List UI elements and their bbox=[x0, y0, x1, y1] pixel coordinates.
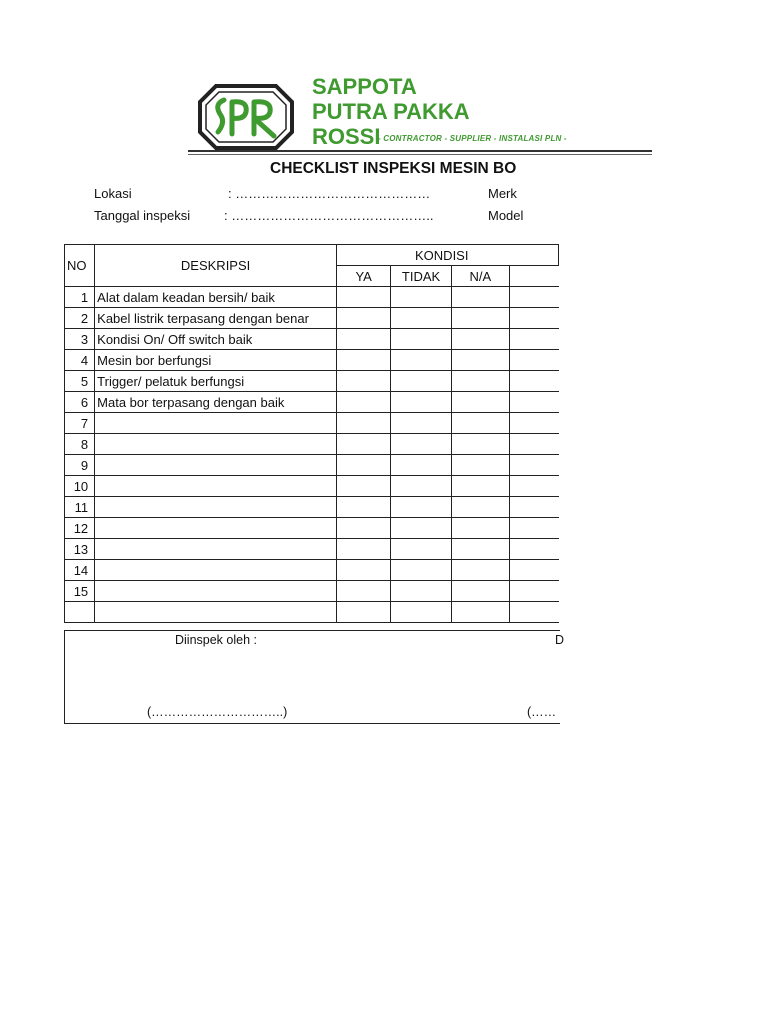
table-row bbox=[65, 434, 559, 455]
row-number: 7 bbox=[65, 413, 95, 434]
na-cell[interactable] bbox=[451, 308, 509, 329]
extra-cell[interactable] bbox=[509, 287, 558, 308]
row-description: Mesin bor berfungsi bbox=[95, 350, 337, 371]
merk-label: Merk bbox=[488, 186, 517, 201]
na-cell[interactable] bbox=[451, 434, 509, 455]
extra-cell[interactable] bbox=[509, 455, 558, 476]
company-name-line-1: SAPPOTA bbox=[312, 74, 417, 99]
ya-cell[interactable] bbox=[337, 602, 391, 623]
row-description bbox=[95, 602, 337, 623]
na-cell[interactable] bbox=[451, 602, 509, 623]
row-number: 12 bbox=[65, 518, 95, 539]
company-name-line-2: PUTRA PAKKA bbox=[312, 99, 470, 124]
row-description: Trigger/ pelatuk berfungsi bbox=[95, 371, 337, 392]
extra-cell[interactable] bbox=[509, 371, 558, 392]
ya-cell[interactable] bbox=[337, 287, 391, 308]
na-cell[interactable] bbox=[451, 476, 509, 497]
extra-cell[interactable] bbox=[509, 392, 558, 413]
na-cell[interactable] bbox=[451, 455, 509, 476]
row-number: 14 bbox=[65, 560, 95, 581]
na-cell[interactable] bbox=[451, 350, 509, 371]
row-description bbox=[95, 476, 337, 497]
header-kondisi: KONDISI bbox=[337, 245, 559, 266]
company-logo bbox=[196, 82, 296, 152]
na-cell[interactable] bbox=[451, 329, 509, 350]
tidak-cell[interactable] bbox=[391, 371, 452, 392]
row-description: Kabel listrik terpasang dengan benar bbox=[95, 308, 337, 329]
company-tagline: - CONTRACTOR - SUPPLIER - INSTALASI PLN - bbox=[378, 134, 567, 143]
model-label: Model bbox=[488, 208, 524, 223]
na-cell[interactable] bbox=[451, 539, 509, 560]
ya-cell[interactable] bbox=[337, 518, 391, 539]
row-number: 8 bbox=[65, 434, 95, 455]
ya-cell[interactable] bbox=[337, 455, 391, 476]
extra-cell[interactable] bbox=[509, 476, 558, 497]
row-description bbox=[95, 581, 337, 602]
na-cell[interactable] bbox=[451, 518, 509, 539]
table-row bbox=[65, 539, 559, 560]
row-number: 4 bbox=[65, 350, 95, 371]
lokasi-value: : ……………………………………… bbox=[228, 186, 431, 201]
row-number: 3 bbox=[65, 329, 95, 350]
ya-cell[interactable] bbox=[337, 434, 391, 455]
extra-cell[interactable] bbox=[509, 518, 558, 539]
na-cell[interactable] bbox=[451, 497, 509, 518]
header-divider bbox=[188, 150, 652, 152]
row-description bbox=[95, 434, 337, 455]
signature-box bbox=[64, 630, 565, 724]
ya-cell[interactable] bbox=[337, 476, 391, 497]
ya-cell[interactable] bbox=[337, 539, 391, 560]
tidak-cell[interactable] bbox=[391, 434, 452, 455]
tidak-cell[interactable] bbox=[391, 581, 452, 602]
na-cell[interactable] bbox=[451, 560, 509, 581]
row-description: Mata bor terpasang dengan baik bbox=[95, 392, 337, 413]
ya-cell[interactable] bbox=[337, 308, 391, 329]
table-row bbox=[65, 581, 559, 602]
ya-cell[interactable] bbox=[337, 497, 391, 518]
tidak-cell[interactable] bbox=[391, 518, 452, 539]
tidak-cell[interactable] bbox=[391, 308, 452, 329]
table-row bbox=[65, 413, 559, 434]
extra-cell[interactable] bbox=[509, 560, 558, 581]
row-number: 6 bbox=[65, 392, 95, 413]
row-description bbox=[95, 539, 337, 560]
ya-cell[interactable] bbox=[337, 413, 391, 434]
table-row bbox=[65, 497, 559, 518]
extra-cell[interactable] bbox=[509, 497, 558, 518]
extra-cell[interactable] bbox=[509, 350, 558, 371]
table-row bbox=[65, 560, 559, 581]
extra-cell[interactable] bbox=[509, 434, 558, 455]
table-row bbox=[65, 476, 559, 497]
table-row bbox=[65, 602, 559, 623]
ya-cell[interactable] bbox=[337, 392, 391, 413]
na-cell[interactable] bbox=[451, 392, 509, 413]
ya-cell[interactable] bbox=[337, 350, 391, 371]
header-deskripsi: DESKRIPSI bbox=[95, 245, 337, 287]
header-na: N/A bbox=[451, 266, 509, 287]
table-row bbox=[65, 392, 559, 413]
row-number: 15 bbox=[65, 581, 95, 602]
na-cell[interactable] bbox=[451, 413, 509, 434]
table-row bbox=[65, 455, 559, 476]
extra-cell[interactable] bbox=[509, 329, 558, 350]
row-number bbox=[65, 602, 95, 623]
table-row bbox=[65, 287, 559, 308]
checklist-table bbox=[64, 244, 559, 623]
ya-cell[interactable] bbox=[337, 581, 391, 602]
header-extra bbox=[509, 266, 558, 287]
row-number: 5 bbox=[65, 371, 95, 392]
row-description bbox=[95, 497, 337, 518]
tidak-cell[interactable] bbox=[391, 350, 452, 371]
tidak-cell[interactable] bbox=[391, 560, 452, 581]
row-description: Kondisi On/ Off switch baik bbox=[95, 329, 337, 350]
extra-cell[interactable] bbox=[509, 413, 558, 434]
tidak-cell[interactable] bbox=[391, 539, 452, 560]
left-signature-placeholder: (…………………………..) bbox=[147, 705, 288, 719]
inspected-by-label: Diinspek oleh : bbox=[175, 633, 257, 647]
tanggal-value: : ……………………………………….. bbox=[224, 208, 434, 223]
row-description bbox=[95, 560, 337, 581]
row-number: 10 bbox=[65, 476, 95, 497]
table-header-row bbox=[65, 245, 559, 266]
right-signature-label: D bbox=[555, 633, 565, 647]
extra-cell[interactable] bbox=[509, 308, 558, 329]
table-row bbox=[65, 329, 559, 350]
header-ya: YA bbox=[337, 266, 391, 287]
checklist-table-wrapper bbox=[64, 244, 559, 623]
table-row bbox=[65, 350, 559, 371]
tidak-cell[interactable] bbox=[391, 329, 452, 350]
header-no: NO bbox=[65, 245, 95, 287]
right-signature-placeholder: (…… bbox=[527, 705, 557, 719]
header-divider-thin bbox=[188, 154, 652, 155]
row-description bbox=[95, 413, 337, 434]
tanggal-label: Tanggal inspeksi bbox=[94, 208, 191, 223]
tidak-cell[interactable] bbox=[391, 602, 452, 623]
na-cell[interactable] bbox=[451, 287, 509, 308]
extra-cell[interactable] bbox=[509, 581, 558, 602]
table-row bbox=[65, 371, 559, 392]
row-description: Alat dalam keadan bersih/ baik bbox=[95, 287, 337, 308]
row-number: 11 bbox=[65, 497, 95, 518]
table-row bbox=[65, 308, 559, 329]
row-number: 2 bbox=[65, 308, 95, 329]
header-tidak: TIDAK bbox=[391, 266, 452, 287]
tidak-cell[interactable] bbox=[391, 413, 452, 434]
tidak-cell[interactable] bbox=[391, 287, 452, 308]
row-number: 1 bbox=[65, 287, 95, 308]
row-description bbox=[95, 518, 337, 539]
extra-cell[interactable] bbox=[509, 602, 558, 623]
lokasi-label: Lokasi bbox=[94, 186, 132, 201]
ya-cell[interactable] bbox=[337, 371, 391, 392]
tidak-cell[interactable] bbox=[391, 476, 452, 497]
tidak-cell[interactable] bbox=[391, 455, 452, 476]
row-number: 13 bbox=[65, 539, 95, 560]
na-cell[interactable] bbox=[451, 371, 509, 392]
ya-cell[interactable] bbox=[337, 329, 391, 350]
row-number: 9 bbox=[65, 455, 95, 476]
company-name-line-3: ROSSI bbox=[312, 124, 381, 149]
ya-cell[interactable] bbox=[337, 560, 391, 581]
row-description bbox=[95, 455, 337, 476]
extra-cell[interactable] bbox=[509, 539, 558, 560]
tidak-cell[interactable] bbox=[391, 392, 452, 413]
tidak-cell[interactable] bbox=[391, 497, 452, 518]
na-cell[interactable] bbox=[451, 581, 509, 602]
document-title: CHECKLIST INSPEKSI MESIN BO bbox=[270, 160, 517, 177]
table-row bbox=[65, 518, 559, 539]
